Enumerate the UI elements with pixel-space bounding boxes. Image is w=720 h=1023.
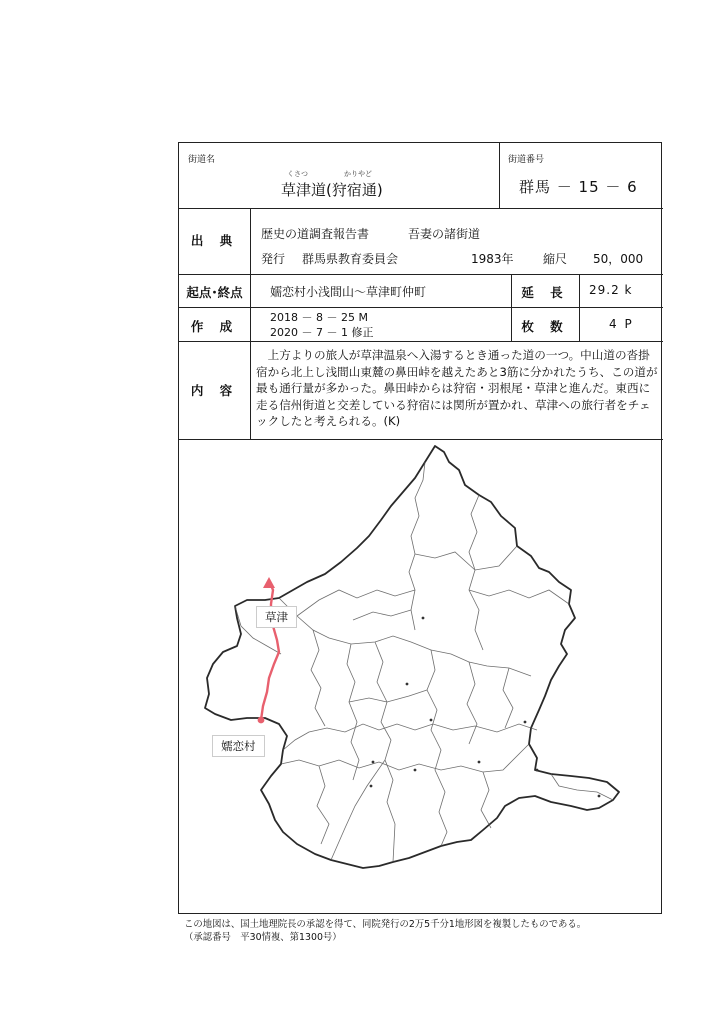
municipal-boundary <box>347 644 359 780</box>
publisher: 群馬県教育委員会 <box>302 252 399 266</box>
municipal-boundary <box>281 744 529 772</box>
source-subtitle: 吾妻の諸街道 <box>408 227 481 241</box>
city-dot <box>422 617 425 620</box>
road-name-label: 街道名 <box>188 155 216 165</box>
road-name-ruby: くさつ <box>287 170 308 178</box>
municipal-boundary <box>331 760 385 860</box>
route-start-dot <box>258 717 265 724</box>
municipal-boundary <box>503 668 513 728</box>
pages-label: 枚 数 <box>521 319 569 334</box>
city-dot <box>370 785 373 788</box>
source-title: 歴史の道調査報告書 <box>261 227 370 241</box>
road-name: 草津道(狩宿通) <box>281 181 383 199</box>
municipal-boundary <box>469 590 569 604</box>
municipal-boundary <box>279 598 531 676</box>
municipal-boundary <box>481 772 491 828</box>
city-dot <box>414 769 417 772</box>
created-label: 作 成 <box>190 319 239 334</box>
municipal-boundary <box>427 650 447 846</box>
road-number: 群馬 － 15 － 6 <box>519 178 638 196</box>
map-label-start: 嬬恋村 <box>212 735 265 757</box>
divider <box>179 307 663 308</box>
document-sheet <box>178 142 662 914</box>
publisher-label: 発行 <box>261 252 286 266</box>
municipal-boundary <box>311 630 325 726</box>
divider <box>499 143 500 208</box>
divider <box>179 341 663 342</box>
route-value: 嬬恋村小浅間山～草津町仲町 <box>270 285 427 299</box>
municipal-boundary <box>415 546 517 570</box>
route-arrowhead <box>263 577 275 588</box>
length-label: 延 長 <box>521 285 569 300</box>
map-label-end: 草津 <box>256 606 297 628</box>
municipal-boundary <box>317 766 329 844</box>
divider <box>179 208 663 209</box>
divider <box>179 274 663 275</box>
length-value: 29.2 k <box>589 283 633 297</box>
prefecture-boundary <box>205 446 619 868</box>
municipal-boundary <box>353 610 411 620</box>
source-label: 出 典 <box>190 233 239 248</box>
divider <box>579 274 580 341</box>
municipal-boundary <box>375 642 395 862</box>
municipal-boundary <box>469 495 483 650</box>
city-dot <box>430 719 433 722</box>
city-dot <box>536 769 539 772</box>
city-dot <box>598 795 601 798</box>
municipal-boundary <box>349 690 427 702</box>
revised-date: 2020 － 7 － 1 修正 <box>270 326 374 339</box>
footnote-line1: この地図は、国土地理院長の承認を得て、同院発行の2万5千分1地形図を複製したものである。 <box>184 919 587 930</box>
municipal-boundary <box>409 462 425 630</box>
scale-value: 50，000 <box>593 252 644 266</box>
city-dot <box>372 761 375 764</box>
road-name-ruby: かりやど <box>344 170 372 178</box>
municipal-boundary <box>283 724 537 750</box>
content-text: 上方よりの旅人が草津温泉へ入湯するとき通った道の一つ。中山道の沓掛宿から北上し浅間山東麓の鼻田峠を越えたあと3筋に分かれたうち、この道が最も通行量が多かった。鼻田峠からは狩宿・羽根尾・草津と進んだ。東西に走る信州街道と交差している狩宿には関所が置かれ、草津への旅行者をチェックしたと考えられる。(K) <box>256 348 658 428</box>
divider <box>250 208 251 439</box>
footnote <box>184 918 586 944</box>
city-dot <box>406 683 409 686</box>
footnote-line2: （承認番号 平30情複、第1300号） <box>184 932 342 943</box>
route-label: 起点･終点 <box>186 285 243 300</box>
municipal-boundary <box>467 662 477 744</box>
content-label: 内 容 <box>190 383 239 398</box>
created-date: 2018 － 8 － 25 M <box>270 311 368 324</box>
publish-year: 1983年 <box>471 252 514 266</box>
route-line <box>261 580 279 720</box>
route-map <box>179 440 661 913</box>
road-number-label: 街道番号 <box>508 155 545 165</box>
scale-label: 縮尺 <box>543 252 568 266</box>
municipal-boundary <box>297 590 415 616</box>
city-dot <box>478 761 481 764</box>
pages-value: 4 P <box>609 317 634 331</box>
city-dot <box>524 721 527 724</box>
